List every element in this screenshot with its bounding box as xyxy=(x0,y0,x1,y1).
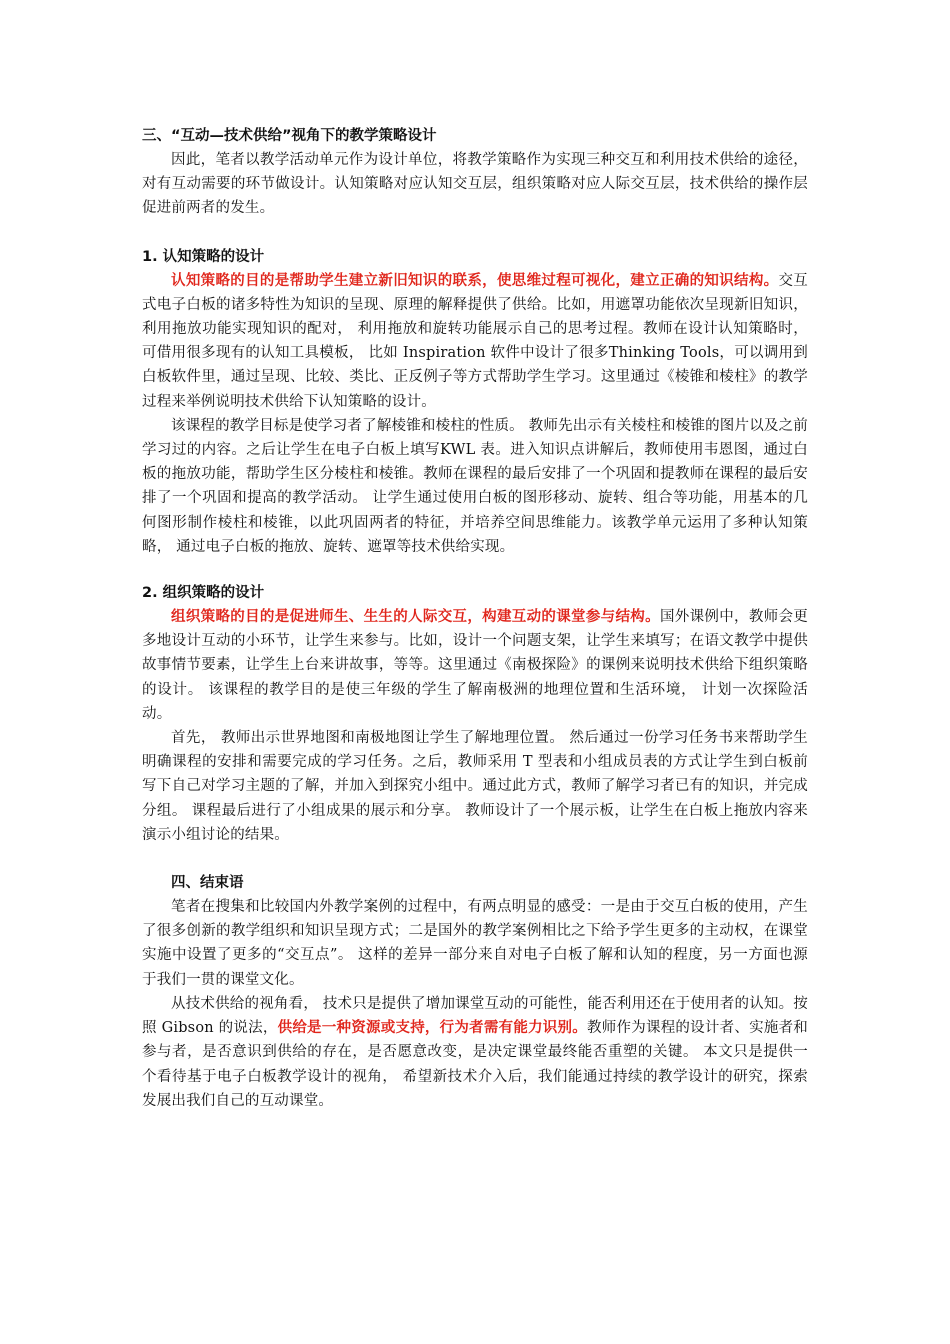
spacer xyxy=(142,559,808,581)
highlighted-sentence: 认知策略的目的是帮助学生建立新旧知识的联系，使思维过程可视化，建立正确的知识结构。 xyxy=(171,272,779,289)
section-4-heading: 四、结束语 xyxy=(171,875,244,892)
paragraph-text: 国外课例中，教师会更多地设计互动的小环节，让学生来参与。比如，设计一个问题支架，让学生来填写；在语文教学中提供故事情节要素，让学生上台来讲故事，等等。这里通过《南极探险》的课例来说明技术供给下组织策略的设计。 该课程的教学目的是使三年级的学生了解南极洲的地理位置和生活环境， 计划一次探险活动。 xyxy=(142,609,809,722)
spacer xyxy=(142,221,808,245)
document-page xyxy=(142,124,808,1113)
section-3-heading: 三、“互动—技术供给”视角下的教学策略设计 xyxy=(142,128,437,144)
section-3-intro: 因此，笔者以教学活动单元作为设计单位，将教学策略作为实现三种交互和利用技术供给的途径，对有互动需要的环节做设计。认知策略对应认知交互层，组织策略对应人际交互层，技术供给的操作层促进前两者的发生。 xyxy=(142,152,808,217)
subsection-1-heading: 1. 认知策略的设计 xyxy=(142,248,265,265)
paragraph-text: 教师作为课程的设计者、实施者和参与者，是否意识到供给的存在，是否愿意改变，是决定课堂最终能否重塑的关键。 本文只是提供一个看待基于电子白板教学设计的视角， 希望新技术介入后，我们能通过持续的教学设计的研究，探索发展出我们自己的互动课堂。 xyxy=(142,1020,808,1109)
paragraph-text: 交互式电子白板的诸多特性为知识的呈现、原理的解释提供了供给。比如，用遮罩功能依次呈现新旧知识，利用拖放功能实现知识的配对， 利用拖放和旋转功能展示自己的思考过程。教师在设计认知策略时， 可借用很多现有的认知工具模板， 比如 Inspiration 软件中设计了很多Thinking Tools，可以调用到白板软件里，通过呈现、比较、类比、正反例子等方式帮助学生学习。这里通过《棱锥和棱柱》的教学过程来举例说明技术供给下认知策略的设计。 xyxy=(142,272,809,410)
paragraph-text: 从技术供给的视角看， 技术只是提供了增加课堂互动的可能性，能否利用还在于使用者的认知。按照 Gibson 的说法， xyxy=(142,995,808,1037)
highlighted-sentence: 供给是一种资源或支持，行为者需有能力识别。 xyxy=(277,1020,588,1037)
subsection-2-paragraph-2: 首先， 教师出示世界地图和南极地图让学生了解地理位置。 然后通过一份学习任务书来帮助学生明确课程的安排和需要完成的学习任务。之后，教师采用 T 型表和小组成员表的方式让学生到白板前写下自己对学习主题的了解，并加入到探究小组中。通过此方式，教师了解学习者已有的知识，并完成分组。 课程最后进行了小组成果的展示和分享。 教师设计了一个展示板，让学生在白板上拖放内容来演示小组讨论的结果。 xyxy=(142,730,808,843)
subsection-2-heading: 2. 组织策略的设计 xyxy=(142,585,265,602)
spacer xyxy=(142,847,808,871)
highlighted-sentence: 组织策略的目的是促进师生、生生的人际交互，构建互动的课堂参与结构。 xyxy=(171,609,660,626)
subsection-1-paragraph-1 xyxy=(142,269,808,414)
section-4-paragraph-1: 笔者在搜集和比较国内外教学案例的过程中，有两点明显的感受：一是由于交互白板的使用，产生了很多创新的教学组织和知识呈现方式；二是国外的教学案例相比之下给予学生更多的主动权，在课堂实施中设置了更多的“交互点”。 这样的差异一部分来自对电子白板了解和认知的程度，另一方面也源于我们一贯的课堂文化。 xyxy=(142,899,808,988)
subsection-1-paragraph-2: 该课程的教学目标是使学习者了解棱锥和棱柱的性质。 教师先出示有关棱柱和棱锥的图片以及之前学习过的内容。之后让学生在电子白板上填写KWL 表。进入知识点讲解后，教师使用韦恩图，通过白板的拖放功能，帮助学生区分棱柱和棱锥。教师在课程的最后安排了一个巩固和提教师在课程的最后安排了一个巩固和提高的教学活动。 让学生通过使用白板的图形移动、旋转、组合等功能，用基本的几何图形制作棱柱和棱锥，以此巩固两者的特征，并培养空间思维能力。该教学单元运用了多种认知策略， 通过电子白板的拖放、旋转、遮罩等技术供给实现。 xyxy=(142,417,808,555)
subsection-2-paragraph-1 xyxy=(142,605,808,726)
section-4-paragraph-2 xyxy=(142,992,808,1113)
